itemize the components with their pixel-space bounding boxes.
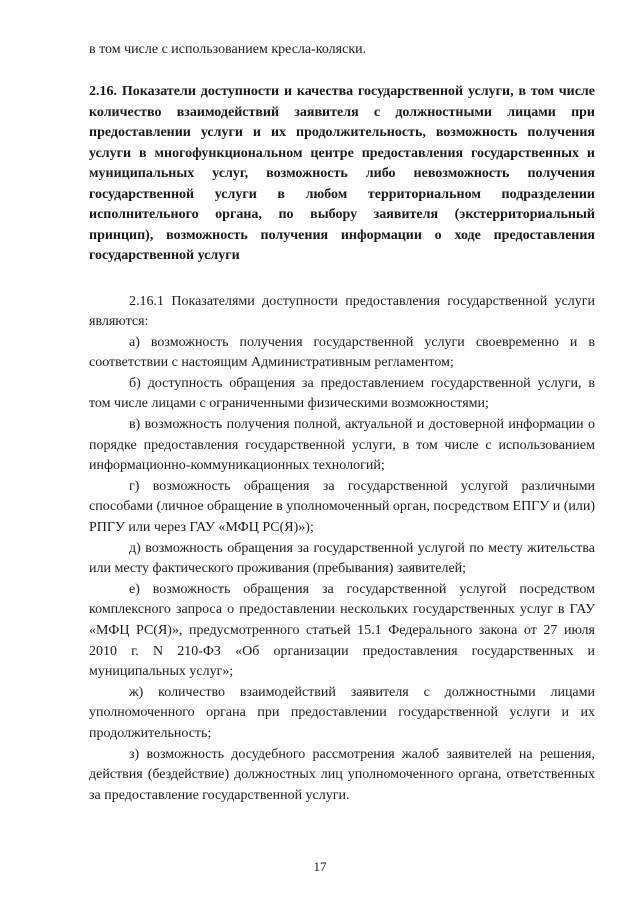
paragraph-intro: 2.16.1 Показателями доступности предоставления государственной услуги являются:: [89, 293, 595, 330]
list-item-d: д) возможность обращения за государственной услугой по месту жительства или месту фактического проживания (пребывания) заявителей;: [89, 540, 595, 577]
list-item-zh: ж) количество взаимодействий заявителя с должностными лицами уполномоченного органа при предоставлении государственной услуги и их продолжительность;: [89, 684, 595, 741]
list-item-g: г) возможность обращения за государственной услугой различными способами (личное обращение в уполномоченный орган, посредством ЕПГУ и (или) РПГУ или через ГАУ «МФЦ РС(Я)»);: [89, 478, 595, 536]
list-item-z: з) возможность досудебного рассмотрения жалоб заявителей на решения, действия (бездействие) должностных лиц уполномоченного органа, ответственных за предоставление государственной услуги.: [89, 746, 595, 803]
section-body: [89, 292, 595, 807]
page-number: 17: [313, 859, 327, 874]
list-item-a: а) возможность получения государственной услуги своевременно и в соответствии с настоящим Административным регламентом;: [89, 334, 595, 371]
intro-line: в том числе с использованием кресла-коляски.: [89, 42, 367, 57]
list-item-e: е) возможность обращения за государственной услугой посредством комплексного запроса о предоставлении нескольких государственных услуг в ГАУ «МФЦ РС(Я)», предусмотренного статьей 15.1 Федерального закона от 27 июля 2010 г. N 210-ФЗ «Об организации предоставления государственных и муниципальных услуг»;: [89, 581, 595, 680]
list-item-b: б) доступность обращения за предоставлением государственной услуги, в том числе лицами с ограниченными физическими возможностями;: [89, 375, 595, 412]
section-heading: 2.16. Показатели доступности и качества государственной услуги, в том числе количество взаимодействий заявителя с должностными лицами при предоставлении услуги и их продолжительность, возможность получения услуги в многофункциональном центре предоставления государственных и муниципальных услуг, возможность либо невозможность получения государственной услуги в любом территориальном подразделении исполнительного органа, по выбору заявителя (экстерриториальный принцип), возможность получения информации о ходе предоставления государственной услуги: [89, 84, 595, 263]
page-content: [89, 40, 595, 806]
list-item-v: в) возможность получения полной, актуальной и достоверной информации о порядке предоставления государственной услуги, в том числе с использованием информационно-коммуникационных технологий;: [89, 417, 595, 474]
